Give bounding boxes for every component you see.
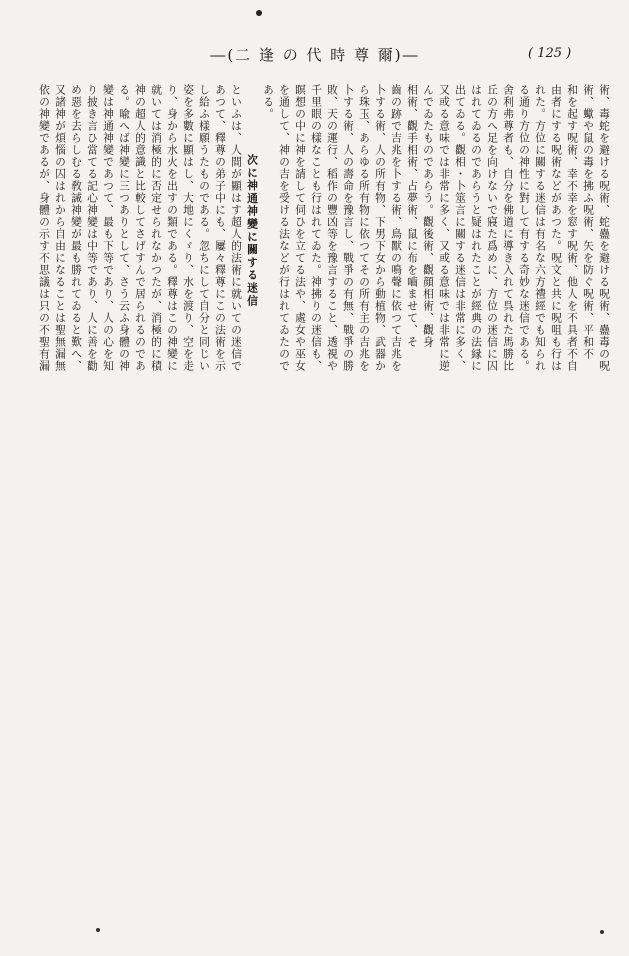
page-number: ( 125 )	[528, 46, 572, 61]
text-column: 又或る意味では非常に多く、又或る意味では非常に逆	[438, 84, 451, 372]
text-column: 神の超人的意識と比較してさげすんで居られるのであ	[134, 84, 147, 372]
text-column: ら珠玉、あらゆる所有物に依つてその所有主の吉兆を	[358, 84, 371, 372]
text-column: め惡を去らしむる敎誡神變が最も勝れてゐると歎へ、	[70, 84, 83, 372]
ink-speck	[96, 928, 100, 932]
text-column: 舍利弗尊者も、自分を佛道に導き入れて呉れた馬勝比	[502, 84, 515, 372]
text-column: を通して、神の吉を受ける法などが行はれてゐたので	[278, 84, 291, 372]
top-ink-dot	[256, 10, 262, 16]
text-column: り披き言ひ當てる記心神變は中等であり、人に善を勸	[86, 84, 99, 372]
text-column: といふは、人間が顯はす超人的法術に就いての迷信で	[230, 84, 243, 372]
text-column: 變は神通神變であつて、最も下等であり、人の心を知	[102, 84, 115, 372]
text-column: 千里眼の樣なことも行はれてゐた。神拂りの迷信も、	[310, 84, 323, 372]
text-column: 就いては消極的に否定せられなかつたが、消極的に積	[150, 84, 163, 372]
text-column: り、身から水火を出すの類である。釋尊はこの神變に	[166, 84, 179, 372]
text-column: れた。方位に關する迷信は有名な六方禮經でも知られ	[534, 84, 547, 372]
text-column: 齒の跡で吉兆を卜する術、鳥獸の鳴聲に依つて吉兆を	[390, 84, 403, 372]
text-column: し給ふ樣願うたものである。忽ちにして自分と同じい	[198, 84, 211, 372]
text-column: 卜する術、人の所有物、下男下女から動植物、武器か	[374, 84, 387, 372]
text-column: 由者にする呪術などがあつた。呪文と共に呪咀も行は	[550, 84, 563, 372]
text-column: 敗、天の運行、稻作の豐凶等を豫言すること、透視や	[326, 84, 339, 372]
running-header: ―(二 逢 の 代 時 尊 爾)―	[210, 46, 420, 64]
text-column: 姿を多數に顯はし、大地にくゞり、水を渡り、空を走	[182, 84, 195, 372]
text-column: はれてゐるのであらうと疑はれたことが經典の法縁に	[470, 84, 483, 372]
text-column: る通り方位の神性に對して有する奇妙な迷信である。	[518, 84, 531, 372]
text-column: 又諸神が煩惱の囚はれから自由になることは聖無漏無	[54, 84, 67, 372]
text-column: んでゐたものであらう。觀後術、觀顔相術、觀身	[422, 84, 435, 348]
text-column: 和を起す呪術、幸不幸を窓す呪術、他人を不具者不自	[566, 84, 579, 372]
text-column: 卜する術、人の壽命を豫言し、戰爭の有無、戰爭の勝	[342, 84, 355, 372]
ink-speck	[600, 930, 604, 934]
text-column: あつて、釋尊の弟子中にも、屢々釋尊にこの法術を示	[214, 84, 227, 372]
text-column: 術、毒蛇を避ける呪術、蛇蠱を避ける呪術、蠱毒の呪	[598, 84, 611, 372]
text-column: ある。	[262, 84, 275, 120]
section-heading: 次に神通神變に關する迷信	[246, 154, 259, 308]
text-column: 術、蠍や鼠の毒を拂ふ呪術、矢を防ぐ呪術、平和不	[582, 84, 595, 360]
text-column: 相術、觀手相術、占夢術、鼠に布を嚙ませて、そ	[406, 84, 419, 348]
text-column: る。喩へば神變に三つありとして、さう云ふ身體の神	[118, 84, 131, 372]
text-column: 丘の方へ足を向けないで寢た爲めに、方位の迷信に囚	[486, 84, 499, 372]
text-column: 出てゐる。觀相・卜筮言に關する迷信は非常に多く、	[454, 84, 467, 372]
text-columns	[12, 84, 612, 910]
text-column: 依の神變であるが、身體の示す不思議は只の不聖有漏	[38, 84, 51, 372]
text-column: 瞑想の中に神を請して伺ひを立てる法や、處女や巫女	[294, 84, 307, 372]
